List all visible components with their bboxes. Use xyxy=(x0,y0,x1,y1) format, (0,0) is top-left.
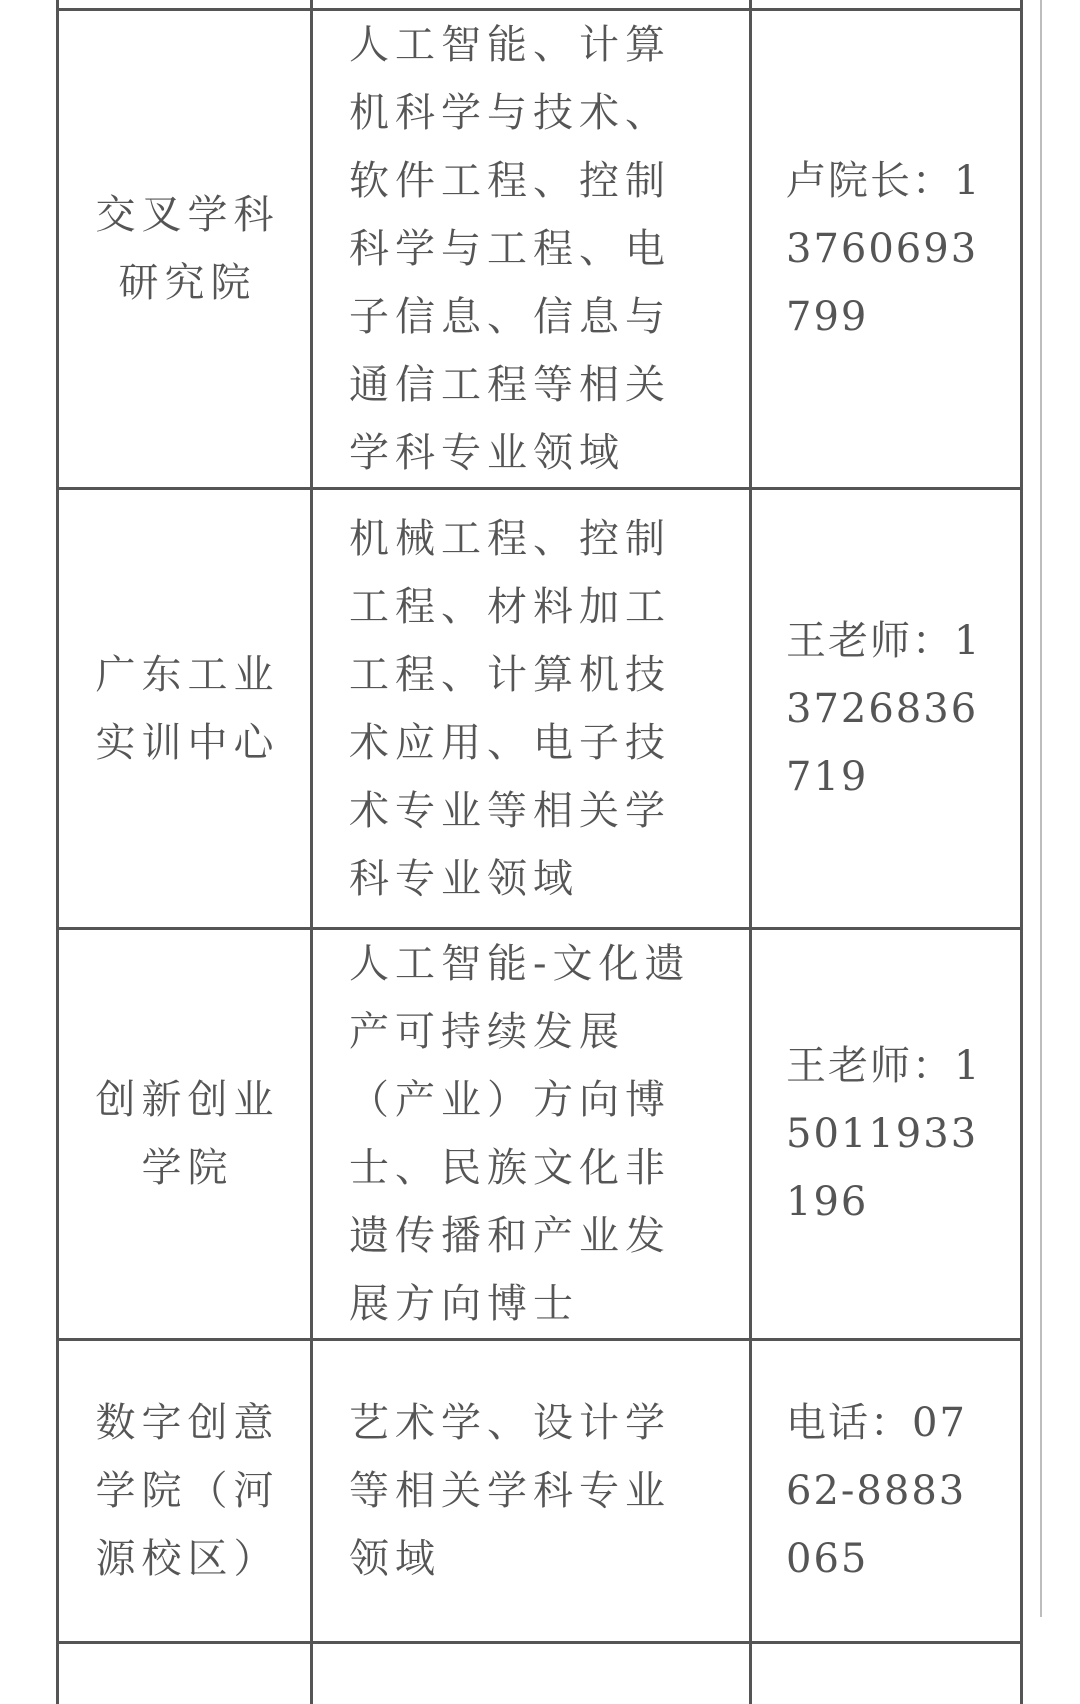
table-row-partial xyxy=(58,0,1022,10)
table-row-partial xyxy=(58,1643,1022,1704)
recruitment-table xyxy=(56,0,1023,1704)
table-cell-empty xyxy=(312,0,751,10)
department-cell: 数字创意学院（河源校区） xyxy=(58,1340,312,1643)
table-cell-empty xyxy=(751,1643,1022,1704)
contact-cell: 王老师：15011933196 xyxy=(751,929,1022,1340)
fields-cell: 机械工程、控制工程、材料加工工程、计算机技术应用、电子技术专业等相关学科专业领域 xyxy=(312,489,751,929)
table-cell-empty xyxy=(58,1643,312,1704)
department-cell: 广东工业实训中心 xyxy=(58,489,312,929)
table-row xyxy=(58,1340,1022,1643)
table-row xyxy=(58,10,1022,489)
department-cell: 交叉学科研究院 xyxy=(58,10,312,489)
contact-cell: 电话：0762-8883065 xyxy=(751,1340,1022,1643)
table-cell-empty xyxy=(751,0,1022,10)
contact-cell: 卢院长：13760693799 xyxy=(751,10,1022,489)
table-cell-empty xyxy=(312,1643,751,1704)
page-edge-line xyxy=(1040,0,1042,1617)
department-cell: 创新创业学院 xyxy=(58,929,312,1340)
fields-cell: 人工智能、计算机科学与技术、软件工程、控制科学与工程、电子信息、信息与通信工程等相关学科专业领域 xyxy=(312,10,751,489)
table-row xyxy=(58,929,1022,1340)
table-row xyxy=(58,489,1022,929)
table-cell-empty xyxy=(58,0,312,10)
contact-cell: 王老师：13726836719 xyxy=(751,489,1022,929)
fields-cell: 人工智能-文化遗产可持续发展（产业）方向博士、民族文化非遗传播和产业发展方向博士 xyxy=(312,929,751,1340)
fields-cell: 艺术学、设计学等相关学科专业领域 xyxy=(312,1340,751,1643)
